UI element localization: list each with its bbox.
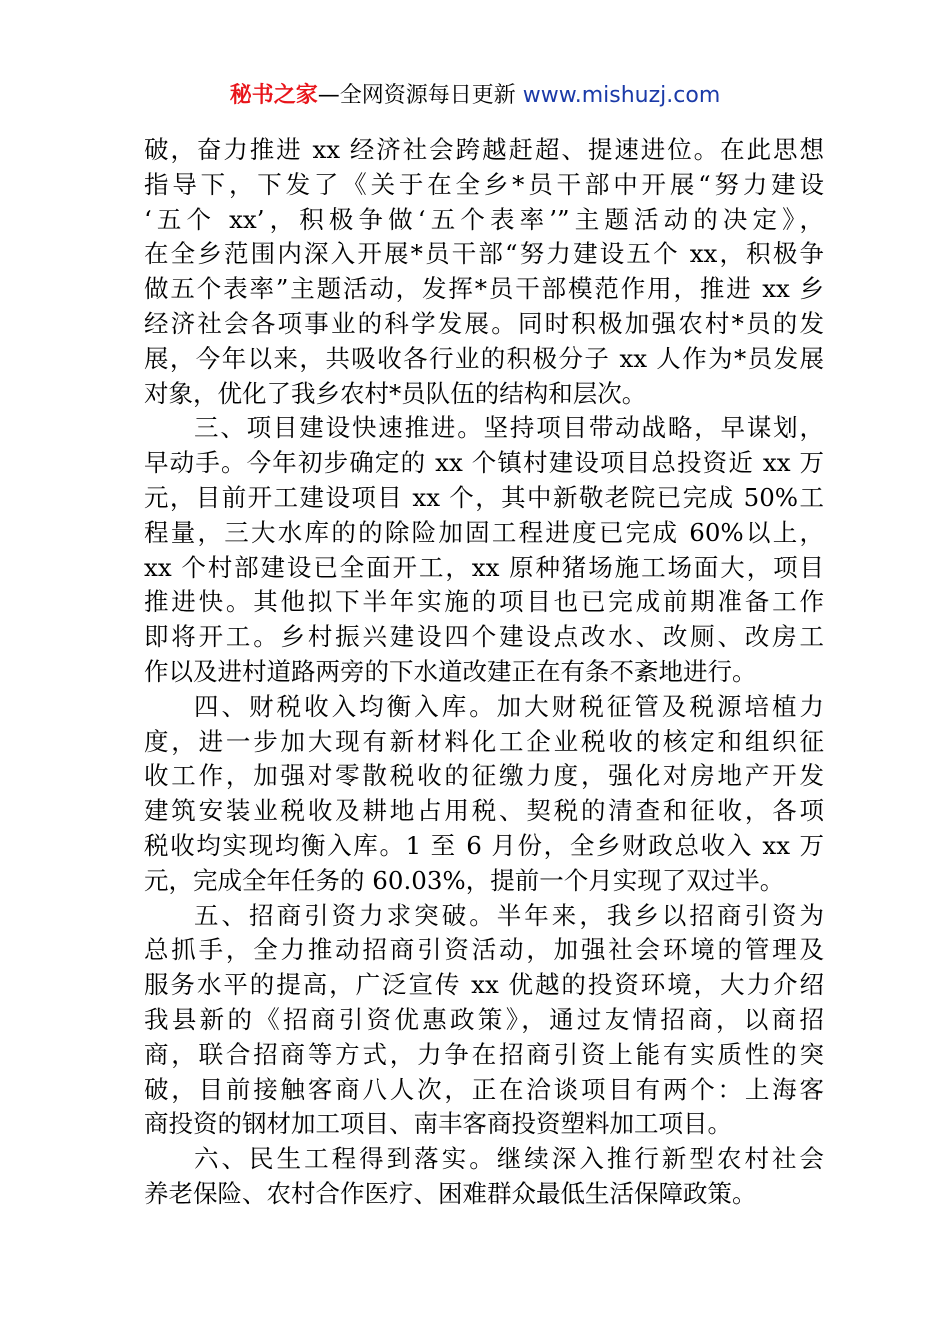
paragraph — [144, 690, 824, 899]
site-header — [0, 80, 950, 112]
paragraph-line: 破，奋力推进 xx 经济社会跨越赶超、提速进位。在此思想 — [144, 135, 824, 164]
paragraph-line: 早动手。今年初步确定的 xx 个镇村建设项目总投资近 xx 万 — [144, 448, 824, 478]
paragraph-line: 收工作，加强对零散税收的征缴力度，强化对房地产开发 — [144, 761, 824, 791]
paragraph-line: 作以及进村道路两旁的下水道改建正在有条不紊地进行。 — [144, 656, 757, 686]
paragraph — [144, 411, 824, 689]
paragraph-line: 程量，三大水库的的除险加固工程进度已完成 60%以上， — [144, 517, 824, 547]
paragraph-line: ‘五个 xx’，积极争做‘五个表率’”主题活动的决定》， — [144, 204, 824, 234]
paragraph-line: 服务水平的提高，广泛宣传 xx 优越的投资环境，大力介绍 — [144, 970, 824, 1000]
paragraph-line: 建筑安装业税收及耕地占用税、契税的清查和征收，各项 — [144, 796, 824, 826]
paragraph-line: 指导下，下发了《关于在全乡*员干部中开展“努力建设 — [144, 169, 824, 199]
paragraph-line: xx 个村部建设已全面开工，xx 原种猪场施工场面大，项目 — [144, 552, 824, 582]
paragraph-line: 推进快。其他拟下半年实施的项目也已完成前期准备工作 — [144, 587, 824, 617]
paragraph-line: 四、财税收入均衡入库。加大财税征管及税源培植力 — [194, 691, 824, 721]
paragraph-line: 经济社会各项事业的科学发展。同时积极加强农村*员的发 — [144, 308, 824, 338]
paragraph-line: 破，目前接触客商八人次，正在洽谈项目有两个：上海客 — [144, 1074, 824, 1104]
document-body — [144, 133, 824, 1212]
paragraph-line: 元，完成全年任务的 60.03%，提前一个月实现了双过半。 — [144, 865, 785, 895]
paragraph-line: 即将开工。乡村振兴建设四个建设点改水、改厕、改房工 — [144, 622, 824, 652]
paragraph-line: 对象，优化了我乡农村*员队伍的结构和层次。 — [144, 378, 647, 408]
paragraph-line: 总抓手，全力推动招商引资活动，加强社会环境的管理及 — [144, 935, 824, 965]
header-tagline: 全网资源每日更新 — [339, 83, 516, 108]
paragraph — [144, 1142, 824, 1212]
paragraph-line: 三、项目建设快速推进。坚持项目带动战略，早谋划， — [194, 413, 824, 443]
paragraph-line: 税收均实现均衡入库。1 至 6 月份，全乡财政总收入 xx 万 — [144, 830, 824, 860]
brand-name: 秘书之家 — [229, 83, 318, 108]
paragraph-line: 商，联合招商等方式，力争在招商引资上能有实质性的突 — [144, 1039, 824, 1069]
paragraph-line: 元，目前开工建设项目 xx 个，其中新敬老院已完成 50%工 — [144, 482, 824, 512]
paragraph-line: 五、招商引资力求突破。半年来，我乡以招商引资为 — [194, 900, 824, 930]
paragraph — [144, 899, 824, 1143]
paragraph-line: 做五个表率”主题活动，发挥*员干部模范作用，推进 xx 乡 — [144, 274, 824, 304]
paragraph — [144, 133, 824, 411]
paragraph-line: 在全乡范围内深入开展*员干部“努力建设五个 xx，积极争 — [144, 239, 824, 269]
paragraph-line: 度，进一步加大现有新材料化工企业税收的核定和组织征 — [144, 726, 824, 756]
site-url-link[interactable]: www.mishuzj.com — [522, 83, 721, 108]
header-dash: — — [317, 83, 340, 108]
paragraph-line: 展，今年以来，共吸收各行业的积极分子 xx 人作为*员发展 — [144, 343, 824, 373]
paragraph-line: 我县新的《招商引资优惠政策》，通过友情招商，以商招 — [144, 1004, 824, 1034]
paragraph-line: 商投资的钢材加工项目、南丰客商投资塑料加工项目。 — [144, 1109, 732, 1139]
paragraph-line: 养老保险、农村合作医疗、困难群众最低生活保障政策。 — [144, 1178, 757, 1208]
paragraph-line: 六、民生工程得到落实。继续深入推行新型农村社会 — [194, 1144, 824, 1174]
